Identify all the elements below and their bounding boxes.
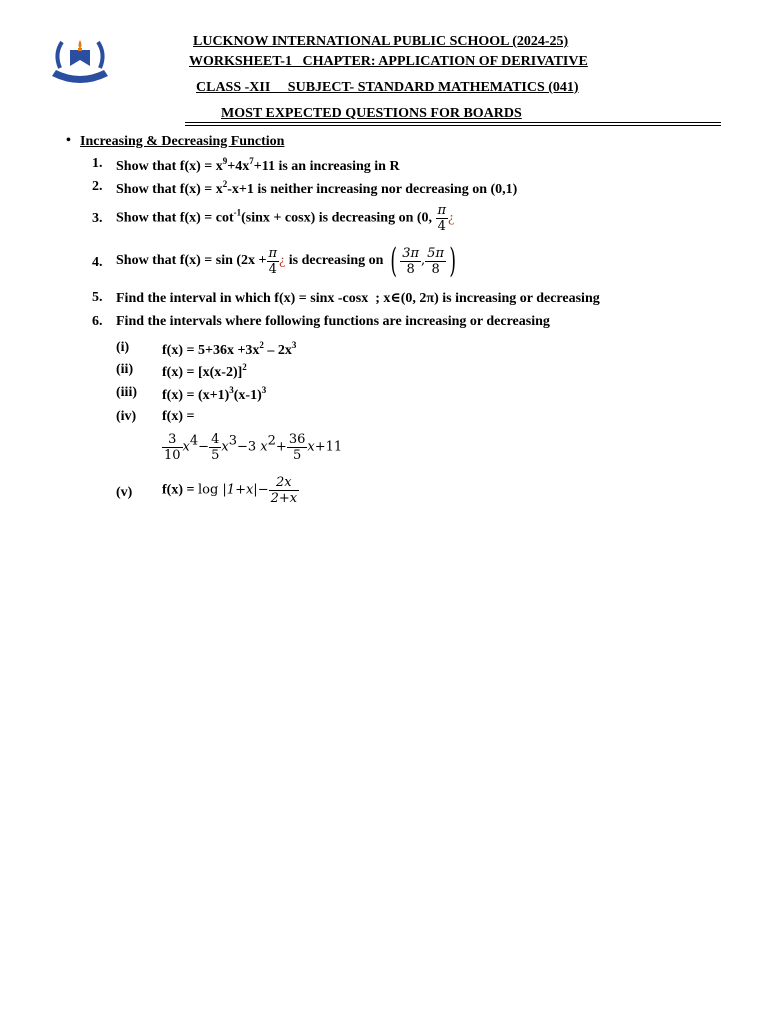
question-number: 3. [92,211,103,226]
subpart-label: (iv) [116,409,137,424]
header-divider [185,122,721,123]
question-number: 5. [92,290,103,305]
subpart-iv-expression: $\frac{3}{10}$ x4− $\frac{4}{5}$ x3−3 x2+ $\frac{36}{5}$ x+11 [164,432,343,463]
subpart-iii: $f(x) = (x+1)^3(x-1)^3$ [162,385,267,403]
subpart-label: (i) [116,340,130,355]
subpart-iv: f(x) = [162,409,195,424]
worksheet-title: WORKSHEET-1 CHAPTER: APPLICATION OF DERIVATIVE [189,54,588,69]
question-3: Show that $f(x) = \cot^{-1}(\sin x + \cos x)$ is decreasing on (0, $\frac{\pi}{4}$ ¿ [116,203,455,234]
question-number: 2. [92,179,103,194]
school-logo [44,32,116,84]
subpart-ii: $f(x) = [x(x-2)]^2$ [162,362,247,380]
subtitle: MOST EXPECTED QUESTIONS FOR BOARDS [221,106,522,121]
section-title: Increasing & Decreasing Function [80,134,285,149]
question-4: Show that f(x) = sin (2x + $\frac{\pi}{4}$ ¿ is decreasing on ( $\frac{3\pi}{8}$ , $\frac{5\pi}{8}$ ) [116,241,456,281]
class-subject: CLASS -XII SUBJECT- STANDARD MATHEMATICS (041) [196,80,579,95]
subpart-i: $f(x) = 5+36x +3x^2 - 2x^3$ [162,340,297,358]
fraction-pi-over-4: $\frac{\pi}{4}$ [437,203,447,234]
subpart-label: (iii) [116,385,137,400]
header-divider-2 [185,125,721,126]
question-number: 6. [92,314,103,329]
question-2: Show that $f(x) = x^2-x+1$ is neither increasing nor decreasing on (0,1) [116,179,518,197]
subpart-v: f(x) = log |1+x|− $\frac{2x}{2+x}$ [162,475,298,506]
school-name: LUCKNOW INTERNATIONAL PUBLIC SCHOOL (2024-25) [193,34,569,49]
section-bullet: • [66,133,71,148]
subpart-label: (v) [116,485,133,500]
question-5: Find the interval in which f(x) = sinx -cosx ; x∈(0, 2π) is increasing or decreasing [116,291,600,306]
question-1: Show that $f(x) = x^9+4x^7+11$ is an increasing in R [116,156,400,174]
question-number: 4. [92,255,103,270]
question-number: 1. [92,156,103,171]
question-6: Find the intervals where following functions are increasing or decreasing [116,314,550,329]
subpart-label: (ii) [116,362,134,377]
